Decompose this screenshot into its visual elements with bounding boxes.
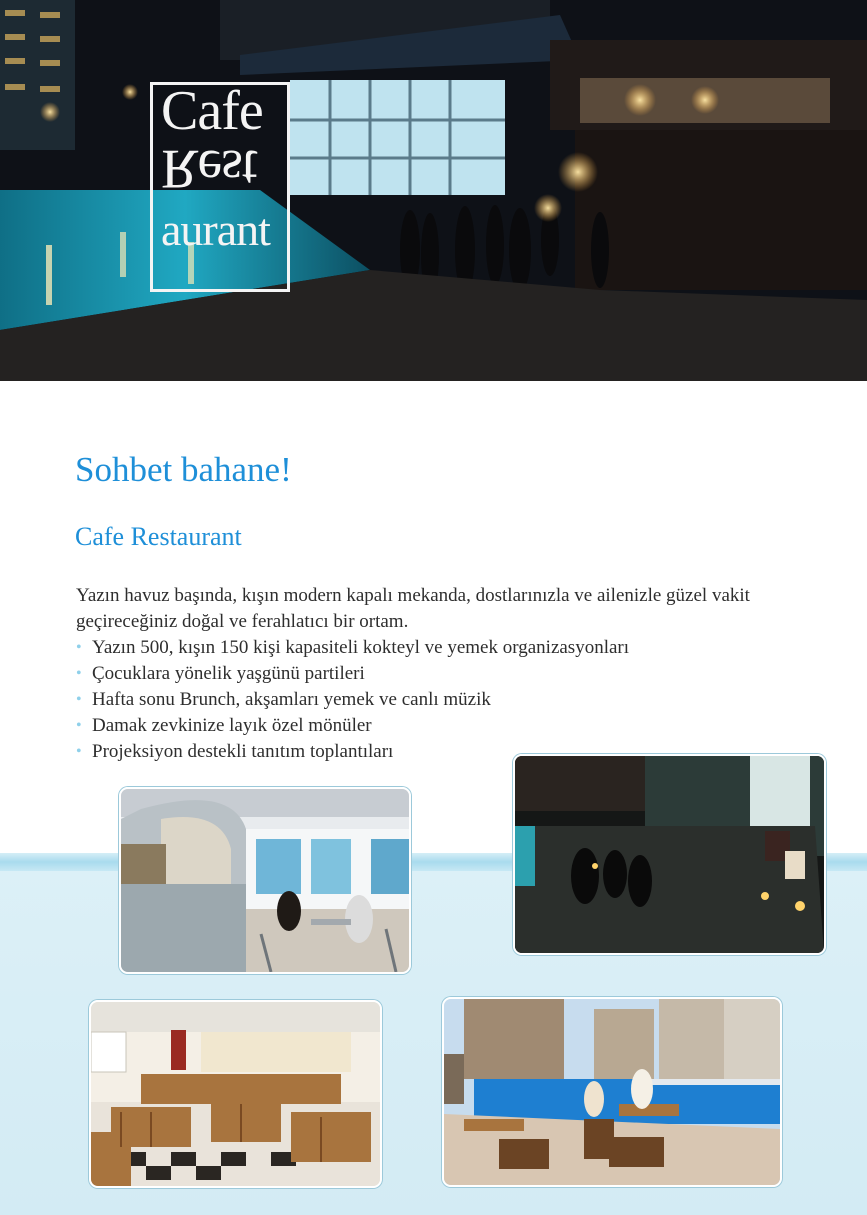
bullet-icon: • (76, 717, 82, 734)
feature-text: Çocuklara yönelik yaşgünü partileri (92, 663, 365, 684)
feature-text: Yazın 500, kışın 150 kişi kapasiteli kokteyl ve yemek organizasyonları (92, 637, 630, 658)
night-poolside-restaurant-image (0, 0, 867, 381)
logo-line-aurant: aurant (161, 204, 270, 255)
cafe-interior-bar-photo (119, 787, 411, 974)
feature-list (76, 635, 629, 765)
feature-text: Damak zevkinize layık özel mönüler (92, 715, 372, 736)
feature-text: Hafta sonu Brunch, akşamları yemek ve canlı müzik (92, 689, 491, 710)
logo-line-rest: Rest (161, 138, 257, 200)
list-item (76, 635, 629, 661)
bullet-icon: • (76, 665, 82, 682)
subhead: Cafe Restaurant (75, 522, 242, 551)
headline: Sohbet bahane! (75, 450, 292, 489)
hero-photo (0, 0, 867, 381)
poolside-terrace-day-photo (442, 997, 782, 1187)
bullet-icon: • (76, 743, 82, 760)
cafe-restaurant-logo (150, 82, 290, 292)
restaurant-dining-hall-photo (89, 1000, 382, 1188)
list-item (76, 661, 629, 687)
list-item (76, 687, 629, 713)
intro-paragraph: Yazın havuz başında, kışın modern kapalı mekanda, dostlarınızla ve ailenizle güzel vakit geçireceğiniz doğal ve ferahlatıcı bir ortam. (76, 585, 750, 632)
logo-line-cafe: Cafe (161, 82, 263, 142)
bullet-icon: • (76, 639, 82, 656)
bullet-icon: • (76, 691, 82, 708)
list-item (76, 713, 629, 739)
night-terrace-live-music-photo (513, 754, 826, 955)
feature-text: Projeksiyon destekli tanıtım toplantıları (92, 741, 394, 762)
